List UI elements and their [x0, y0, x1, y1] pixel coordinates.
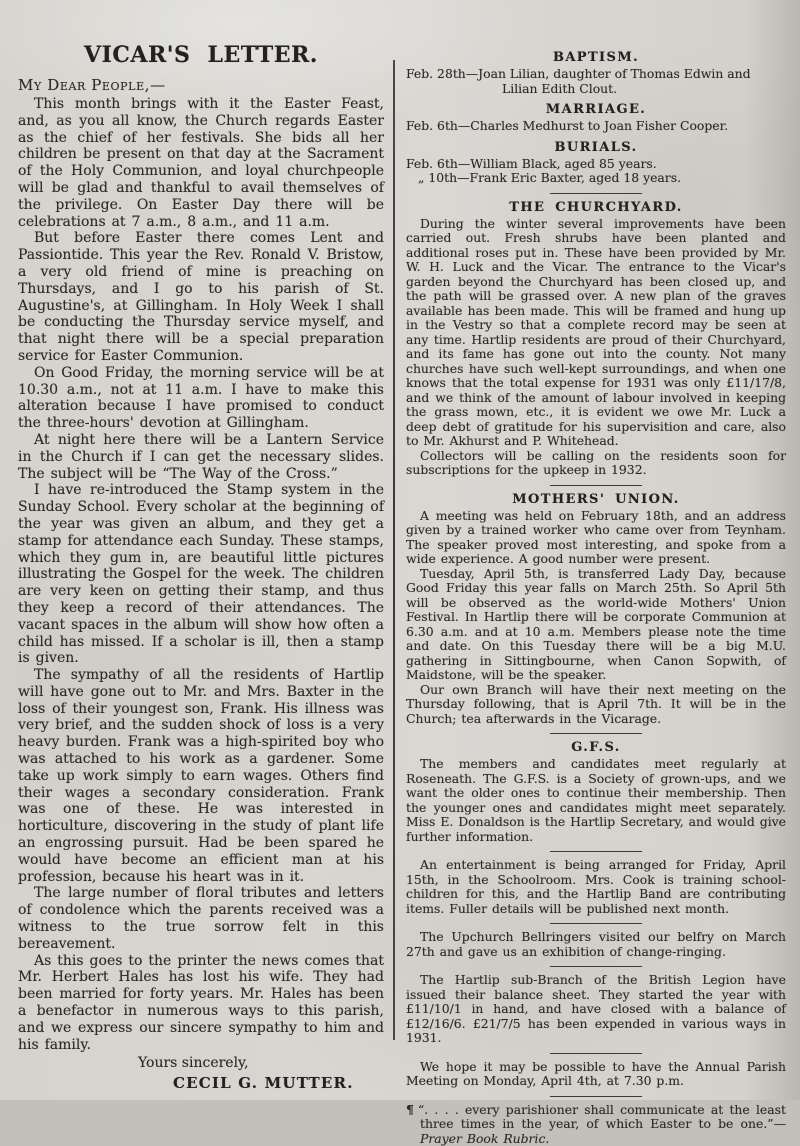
burial-entry-2: „ 10th—Frank Eric Baxter, aged 18 years.	[418, 171, 786, 186]
baptism-entry: Feb. 28th—Joan Lilian, daughter of Thomas Edwin and Lilian Edith Clout.	[406, 67, 786, 96]
letter-paragraph-8: As this goes to the printer the news comes that Mr. Herbert Hales has lost his wife. They had been married for forty years. Mr. Hales has been a benefactor in numerous ways to this parish, and we express our sincere sympathy to him and his family.	[18, 953, 384, 1054]
page-title: VICAR'S LETTER.	[18, 42, 384, 68]
section-divider	[550, 966, 642, 967]
letter-paragraph-5: I have re-introduced the Stamp system in the Sunday School. Every scholar at the beginning of the year was given an album, and they get a stamp for attendance each Sunday. These stamps, which they gum in, are beautiful little pictures illustrating the Gospel for the week. The children are very keen on getting their stamp, and thus they keep a record of their attendances. The vacant spaces in the album will show how often a child has missed. If a scholar is ill, then a stamp is given.	[18, 482, 384, 667]
churchyard-paragraph-1: During the winter several improvements have been carried out. Fresh shrubs have been planted and additional roses put in. These have been provided by Mr. W. H. Luck and the Vicar. The entrance to the Vicar's garden beyond the Churchyard has been closed up, and the path will be grassed over. A new plan of the graves available has been made. This will be framed and hung up in the Vestry so that a complete record may be seen at any time. Hartlip residents are proud of their Churchyard, and its fame has gone out into the county. Not many churches have such well-kept surroundings, and when one knows that the total expense for 1931 was only £11/17/8, and we think of the amount of labour involved in keeping the grass mown, etc., it is evident we owe Mr. Luck a deep debt of gratitude for his supervisition and care, also to Mr. Akhurst and P. Whitehead.	[406, 217, 786, 449]
section-heading-baptism: BAPTISM.	[406, 50, 786, 65]
letter-paragraph-6: The sympathy of all the residents of Hartlip will have gone out to Mr. and Mrs. Baxter in the loss of their youngest son, Frank. His illness was very brief, and the sudden shock of loss is a very heavy burden. Frank was a high-spirited boy who was attached to his work as a gardener. Some take up work simply to earn wages. Others find their wages a secondary consideration. Frank was one of these. He was interested in horticulture, discovering in the study of plant life an engrossing pursuit. Had be been spared he would have become an efficient man at his profession, because his heart was in it.	[18, 667, 384, 885]
letter-paragraph-7: The large number of floral tributes and letters of condolence which the parents received was a witness to the true sorrow felt in this bereavement.	[18, 885, 384, 952]
section-divider	[550, 851, 642, 852]
prayer-book-rubric	[406, 1103, 786, 1146]
mothers-union-paragraph-1: A meeting was held on February 18th, and an address given by a trained worker who came over from Teynham. The speaker proved most interesting, and spoke from a wide experience. A good number were present.	[406, 509, 786, 567]
section-heading-churchyard: THE CHURCHYARD.	[406, 200, 786, 215]
notice-british-legion: The Hartlip sub-Branch of the British Legion have issued their balance sheet. They started the year with £11/10/1 in hand, and have closed with a balance of £12/16/6. £21/7/5 has been expended in various ways in 1931.	[406, 973, 786, 1046]
section-divider	[550, 193, 642, 194]
valediction: Yours sincerely,	[138, 1055, 384, 1071]
burial-entry-1: Feb. 6th—William Black, aged 85 years.	[406, 157, 786, 172]
section-divider	[550, 485, 642, 486]
signature: CECIL G. MUTTER.	[173, 1074, 384, 1092]
section-divider	[550, 1096, 642, 1097]
section-heading-mothers-union: MOTHERS' UNION.	[406, 492, 786, 507]
churchyard-paragraph-2: Collectors will be calling on the residents soon for subscriptions for the upkeep in 1932.	[406, 449, 786, 478]
parish-news-column	[406, 50, 786, 1146]
rubric-quote: “. . . . every parishioner shall communicate at the least three times in the year, of which Easter to be one.”—	[418, 1102, 786, 1132]
letter-paragraph-1: This month brings with it the Easter Feast, and, as you all know, the Church regards Easter as the chief of her festivals. She bids all her children be present on that day at the Sacrament of the Holy Communion, and loyal churchpeople will be glad and thankful to avail themselves of the privilege. On Easter Day there will be celebrations at 7 a.m., 8 a.m., and 11 a.m.	[18, 96, 384, 230]
notice-bellringers: The Upchurch Bellringers visited our belfry on March 27th and gave us an exhibition of change-ringing.	[406, 930, 786, 959]
marriage-entry: Feb. 6th—Charles Medhurst to Joan Fisher Cooper.	[406, 119, 786, 134]
salutation: My Dear People,—	[18, 76, 384, 94]
section-heading-gfs: G.F.S.	[406, 740, 786, 755]
mothers-union-paragraph-2: Tuesday, April 5th, is transferred Lady Day, because Good Friday this year falls on March 25th. So April 5th will be observed as the world-wide Mothers' Union Festival. In Hartlip there will be corporate Communion at 6.30 a.m. and at 10 a.m. Members please note the time and date. On this Tuesday there will be a big M.U. gathering in Sittingbourne, when Canon Sopwith, of Maidstone, will be the speaker.	[406, 567, 786, 683]
column-divider-rule	[393, 60, 395, 1040]
letter-paragraph-3: On Good Friday, the morning service will be at 10.30 a.m., not at 11 a.m. I have to make this alteration because I have promised to conduct the three-hours' devotion at Gillingham.	[18, 365, 384, 432]
section-divider	[550, 923, 642, 924]
letter-paragraph-2: But before Easter there comes Lent and Passiontide. This year the Rev. Ronald V. Bristow, a very old friend of mine is preaching on Thursdays, and I go to his parish of St. Augustine's, at Gillingham. In Holy Week I shall be conducting the Thursday service myself, and that night there will be a special preparation service for Easter Communion.	[18, 230, 384, 364]
rubric-source: Prayer Book Rubric.	[420, 1131, 549, 1146]
vicars-letter-column	[18, 42, 384, 1092]
notice-parish-meeting: We hope it may be possible to have the Annual Parish Meeting on Monday, April 4th, at 7.30 p.m.	[406, 1060, 786, 1089]
gfs-paragraph: The members and candidates meet regularly at Roseneath. The G.F.S. is a Society of grown-ups, and we want the older ones to continue their membership. Then the younger ones and candidates might meet separately. Miss E. Donaldson is the Hartlip Secretary, and would give further information.	[406, 757, 786, 844]
section-heading-marriage: MARRIAGE.	[406, 102, 786, 117]
section-divider	[550, 733, 642, 734]
pilcrow-mark: ¶	[406, 1102, 418, 1117]
notice-entertainment: An entertainment is being arranged for Friday, April 15th, in the Schoolroom. Mrs. Cook is training school-children for this, and the Hartlip Band are contributing items. Fuller details will be published next month.	[406, 858, 786, 916]
section-divider	[550, 1053, 642, 1054]
mothers-union-paragraph-3: Our own Branch will have their next meeting on the Thursday following, that is April 7th. It will be in the Church; tea afterwards in the Vicarage.	[406, 683, 786, 727]
section-heading-burials: BURIALS.	[406, 140, 786, 155]
letter-paragraph-4: At night here there will be a Lantern Service in the Church if I can get the necessary slides. The subject will be “The Way of the Cross.”	[18, 432, 384, 482]
